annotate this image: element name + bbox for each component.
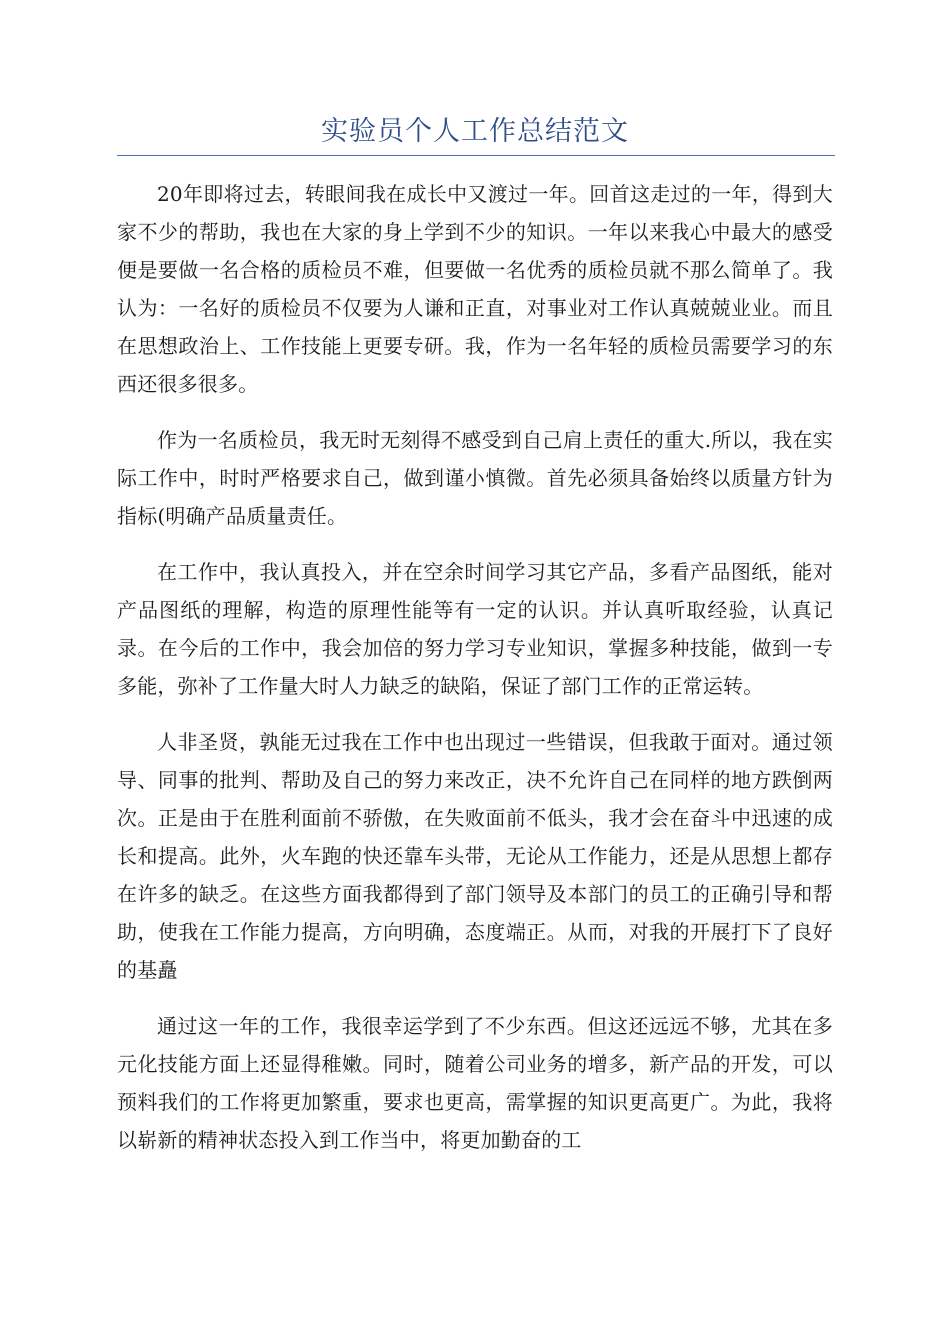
paragraph-2: 作为一名质检员，我无时无刻得不感受到自己肩上责任的重大.所以，我在实际工作中，时时严格要求自己，做到谨小慎微。首先必须具备始终以质量方针为指标(明确产品质量责任。 <box>117 428 833 528</box>
paragraph-4: 人非圣贤，孰能无过我在工作中也出现过一些错误，但我敢于面对。通过领导、同事的批判、帮助及自己的努力来改正，决不允许自己在同样的地方跌倒两次。正是由于在胜利面前不骄傲，在失败面前不低头，我才会在奋斗中迅速的成长和提高。此外，火车跑的快还靠车头带，无论从工作能力，还是从思想上都存在许多的缺乏。在这些方面我都得到了部门领导及本部门的员工的正确引导和帮助，使我在工作能力提高，方向明确，态度端正。从而，对我的开展打下了良好的基矗 <box>117 730 833 982</box>
page-title: 实验员个人工作总结范文 <box>321 116 629 147</box>
paragraph-3: 在工作中，我认真投入，并在空余时间学习其它产品，多看产品图纸，能对产品图纸的理解，构造的原理性能等有一定的认识。并认真听取经验，认真记录。在今后的工作中，我会加倍的努力学习专业知识，掌握多种技能，做到一专多能，弥补了工作量大时人力缺乏的缺陷，保证了部门工作的正常运转。 <box>117 560 833 698</box>
paragraph-1: 20年即将过去，转眼间我在成长中又渡过一年。回首这走过的一年，得到大家不少的帮助，我也在大家的身上学到不少的知识。一年以来我心中最大的感受便是要做一名合格的质检员不难，但要做一名优秀的质检员就不那么简单了。我认为：一名好的质检员不仅要为人谦和正直，对事业对工作认真兢兢业业。而且在思想政治上、工作技能上更要专研。我，作为一名年轻的质检员需要学习的东西还很多很多。 <box>117 182 833 396</box>
paragraph-5: 通过这一年的工作，我很幸运学到了不少东西。但这还远远不够，尤其在多元化技能方面上还显得稚嫩。同时，随着公司业务的增多，新产品的开发，可以预料我们的工作将更加繁重，要求也更高，需掌握的知识更高更广。为此，我将以崭新的精神状态投入到工作当中，将更加勤奋的工 <box>117 1014 833 1152</box>
document-body <box>117 175 833 1177</box>
title-underline <box>117 155 835 156</box>
